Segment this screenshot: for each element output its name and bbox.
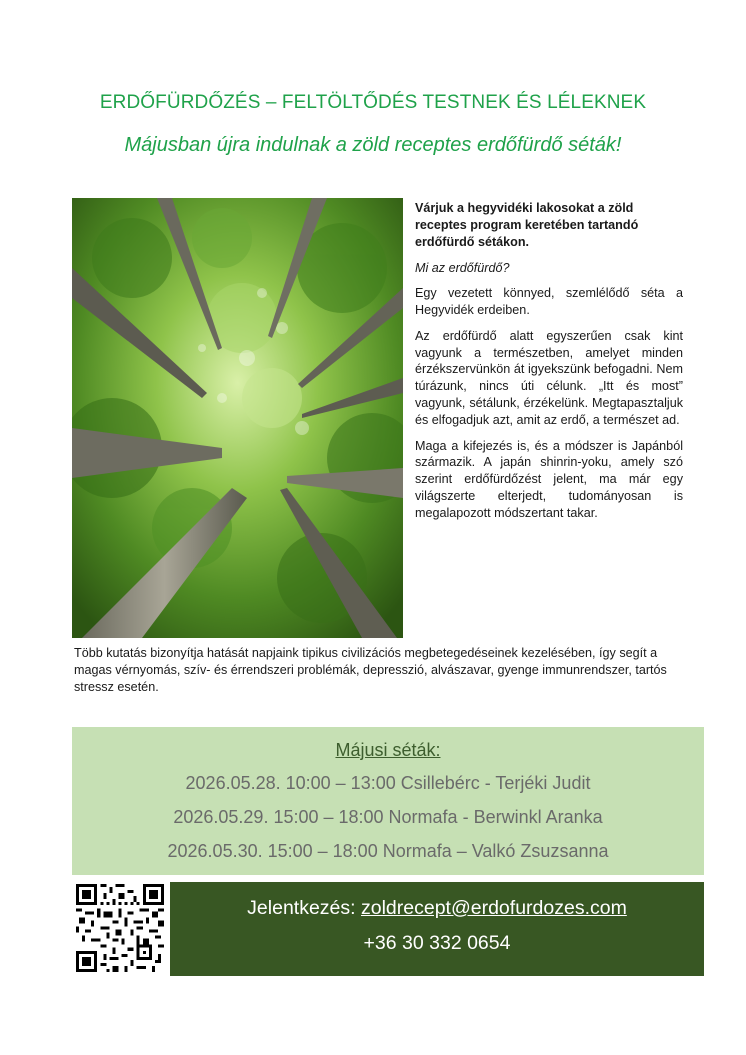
phone-number[interactable]: +36 30 332 0654 [363, 932, 511, 954]
walk-item: 2026.05.28. 10:00 – 13:00 Csillebérc - Terjéki Judit [185, 773, 591, 793]
email-link[interactable]: zoldrecept@erdofurdozes.com [360, 897, 627, 919]
paragraph: Egy vezetett könnyed, szemlélődő séta a Hegyvidék erdeiben. [415, 286, 683, 317]
benefits-paragraph: Több kutatás bizonyítja hatását napjaink tipikus civilizációs megbetegedéseinek kezelésében, így segít a magas vérnyomás, szív- és érrendszeri problémák, depresszió, alvászavar, gyenge immunrendszer, tartós stressz esetén. [74, 646, 667, 694]
contact-label: Jelentkezés: [247, 897, 361, 919]
intro-text: Várjuk a hegyvidéki lakosokat a zöld receptes program keretében tartandó erdőfürdő sétákon. [415, 201, 639, 249]
intro-column [415, 200, 683, 531]
question-heading: Mi az erdőfürdő? [415, 261, 510, 276]
qr-code[interactable] [76, 884, 164, 972]
contact-line [170, 897, 704, 920]
forest-canopy-photo [72, 198, 403, 638]
contact-box [170, 882, 704, 976]
page-subtitle: Májusban újra indulnak a zöld receptes erdőfürdő séták! [124, 134, 622, 156]
page-title: ERDŐFÜRDŐZÉS – FELTÖLTŐDÉS TESTNEK ÉS LÉLEKNEK [99, 92, 647, 113]
walk-item: 2026.05.29. 15:00 – 18:00 Normafa - Berwinkl Aranka [173, 807, 603, 827]
walks-title: Májusi séták: [335, 740, 441, 760]
walks-box [72, 727, 704, 875]
paragraph: Az erdőfürdő alatt egyszerűen csak kint vagyunk a természetben, amelyet minden érzékszervünkön át igyekszünk befogadni. Nem túrázunk, nincs úti célunk. „Itt és most” vagyunk, sétálunk, érzékelünk. Megtapasztaljuk és elfogadjuk azt, amit az erdő, a természet ad. [415, 328, 683, 427]
paragraph: Maga a kifejezés is, és a módszer is Japánból származik. A japán shinrin-yoku, amely szó szerint erdőfürdőzést jelent, ma már egy világszerte elterjedt, tudományosan is megalapozott módszertant takar. [415, 438, 683, 520]
walk-item: 2026.05.30. 15:00 – 18:00 Normafa – Valkó Zsuzsanna [167, 841, 609, 861]
